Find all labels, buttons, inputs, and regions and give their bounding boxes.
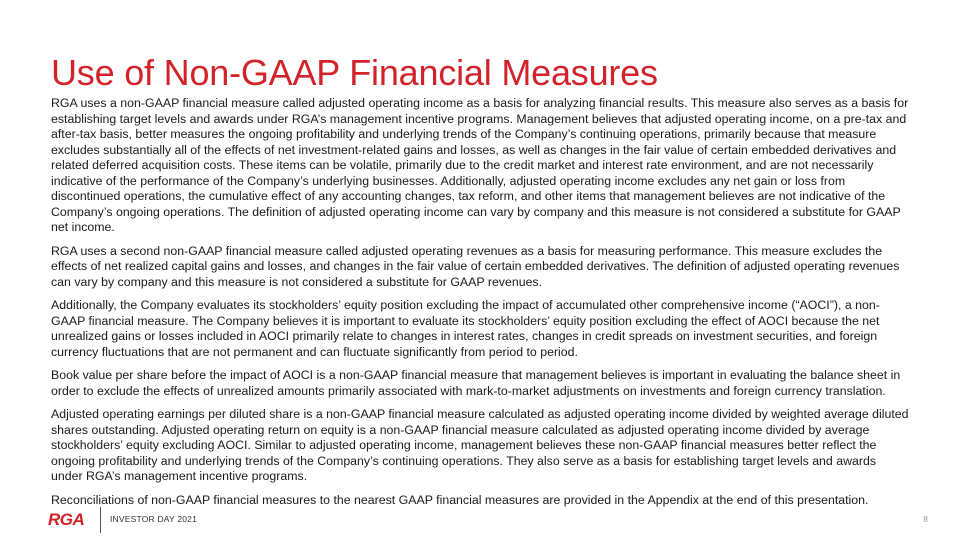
event-label: INVESTOR DAY 2021 [110,514,198,524]
paragraph-book-value: Book value per share before the impact of AOCI is a non-GAAP financial measure that management believes is important in evaluating the balance sheet in order to exclude the effects of unrealized amounts primarily associated with mark-to-market adjustments on investments and foreign currency translation. [51,368,901,398]
footer-divider [100,507,101,533]
page-title: Use of Non-GAAP Financial Measures [51,52,658,94]
paragraph-aoci: Additionally, the Company evaluates its stockholders’ equity position excluding the impact of accumulated other comprehensive income (“AOCI”), a non-GAAP financial measure. The Company believes it is important to evaluate its stockholders’ equity position excluding the effect of AOCI because the net unrealized gains or losses included in AOCI primarily relate to changes in interest rates, changes in credit spreads on investment securities, and foreign currency fluctuations that are not permanent and can fluctuate significantly from period to period. [51,298,880,359]
slide-footer [48,508,928,532]
rga-logo: RGA [48,510,85,529]
paragraph-adjusted-operating-income: RGA uses a non-GAAP financial measure called adjusted operating income as a basis for analyzing financial results. This measure also serves as a basis for establishing target levels and awards under RGA’s management incentive programs. Management believes that adjusted operating income, on a pre-tax and after-tax basis, better measures the ongoing profitability and underlying trends of the Company’s continuing operations, primarily because that measure excludes substantially all of the effects of net investment-related gains and losses, as well as changes in the fair value of certain embedded derivatives and related deferred acquisition costs. These items can be volatile, primarily due to the credit market and interest rate environment, and are not necessarily indicative of the performance of the Company’s underlying businesses. Additionally, adjusted operating income excludes any net gain or loss from discontinued operations, the cumulative effect of any accounting changes, tax reform, and other items that management believes are not indicative of the Company’s ongoing operations. The definition of adjusted operating income can vary by company and this measure is not considered a substitute for GAAP net income. [51,96,909,234]
paragraph-adjusted-eps-roe: Adjusted operating earnings per diluted share is a non-GAAP financial measure calculated as adjusted operating income divided by weighted average diluted shares outstanding. Adjusted operating return on equity is a non-GAAP financial measure calculated as adjusted operating income divided by average stockholders’ equity excluding AOCI. Similar to adjusted operating income, management believes these non-GAAP financial measures better reflect the ongoing profitability and underlying trends of the Company’s continuing operations. They also serve as a basis for establishing target levels and awards under RGA’s management incentive programs. [51,407,909,483]
slide-body [51,96,909,516]
paragraph-adjusted-operating-revenues: RGA uses a second non-GAAP financial measure called adjusted operating revenues as a basis for measuring performance. This measure excludes the effects of net realized capital gains and losses, and changes in the fair value of certain embedded derivatives. The definition of adjusted operating revenues can vary by company and this measure is not considered a substitute for GAAP revenues. [51,243,900,289]
paragraph-reconciliations: Reconciliations of non-GAAP financial measures to the nearest GAAP financial measures are provided in the Appendix at the end of this presentation. [51,492,869,507]
page-number: 8 [923,514,928,524]
